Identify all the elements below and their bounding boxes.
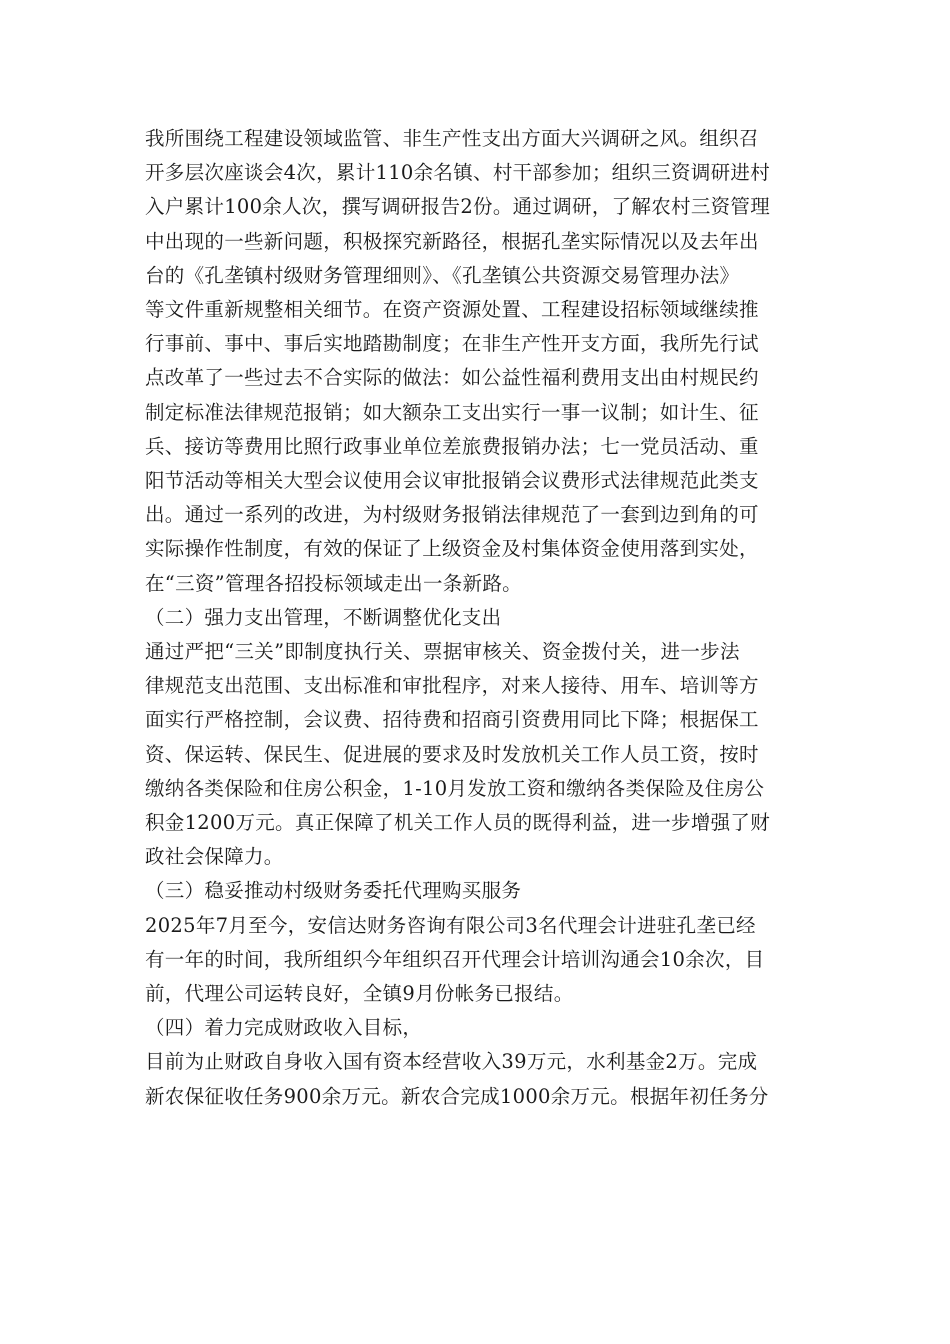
paragraph-line: 等文件重新规整相关细节。在资产资源处置、工程建设招标领域继续推 [145, 298, 759, 322]
paragraph-line: 出。通过一系列的改进，为村级财务报销法律规范了一套到边到角的可 [145, 503, 759, 527]
paragraph-line: 律规范支出范围、支出标准和审批程序，对来人接待、用车、培训等方 [145, 674, 759, 698]
paragraph-line: 有一年的时间，我所组织今年组织召开代理会计培训沟通会10余次，目 [145, 947, 765, 971]
paragraph-line: 2025年7月至今，安信达财务咨询有限公司3名代理会计进驻孔垄已经 [145, 913, 756, 937]
body-paragraph [145, 1045, 815, 1113]
paragraph-line: 我所围绕工程建设领域监管、非生产性支出方面大兴调研之风。组织召 [145, 127, 759, 150]
body-paragraph [145, 909, 815, 1012]
paragraph-line: 面实行严格控制，会议费、招待费和招商引资费用同比下降；根据保工 [145, 708, 759, 732]
paragraph-line: 新农保征收任务900余万元。新农合完成1000余万元。根据年初任务分 [145, 1084, 769, 1108]
body-paragraph [145, 635, 815, 874]
paragraph-line: 兵、接访等费用比照行政事业单位差旅费报销办法；七一党员活动、重 [145, 434, 759, 458]
paragraph-line: 资、保运转、保民生、促进展的要求及时发放机关工作人员工资，按时 [145, 742, 759, 766]
paragraph-line: 中出现的一些新问题，积极探究新路径，根据孔垄实际情况以及去年出 [145, 229, 759, 253]
paragraph-line: 台的《孔垄镇村级财务管理细则》、《孔垄镇公共资源交易管理办法》 [145, 263, 740, 287]
paragraph-line: 入户累计100余人次，撰写调研报告2份。通过调研，了解农村三资管理 [145, 195, 771, 219]
heading-text: （四）着力完成财政收入目标， [145, 1016, 423, 1040]
paragraph-line: 政社会保障力。 [145, 845, 284, 869]
paragraph-line: 通过严把“三关”即制度执行关、票据审核关、资金拨付关，进一步法 [145, 640, 740, 664]
section-heading [145, 874, 815, 908]
paragraph-line: 阳节活动等相关大型会议使用会议审批报销会议费形式法律规范此类支 [145, 469, 759, 493]
section-heading [145, 1011, 815, 1045]
paragraph-line: 点改革了一些过去不合实际的做法：如公益性福利费用支出由村规民约 [145, 366, 759, 390]
body-paragraph [145, 122, 815, 601]
paragraph-line: 行事前、事中、事后实地踏勘制度；在非生产性开支方面，我所先行试 [145, 332, 759, 356]
paragraph-line: 实际操作性制度，有效的保证了上级资金及村集体资金使用落到实处， [145, 537, 759, 561]
document-body [145, 122, 815, 1114]
paragraph-line: 积金1200万元。真正保障了机关工作人员的既得利益，进一步增强了财 [145, 811, 771, 835]
paragraph-line: 前，代理公司运转良好，全镇9月份帐务已报结。 [145, 982, 574, 1006]
paragraph-line: 在“三资”管理各招投标领域走出一条新路。 [145, 571, 522, 595]
paragraph-line: 开多层次座谈会4次，累计110余名镇、村干部参加；组织三资调研进村 [145, 161, 771, 185]
heading-text: （二）强力支出管理，不断调整优化支出 [145, 605, 502, 629]
paragraph-line: 目前为止财政自身收入国有资本经营收入39万元，水利基金2万。完成 [145, 1050, 758, 1074]
section-heading [145, 601, 815, 635]
paragraph-line: 制定标准法律规范报销；如大额杂工支出实行一事一议制；如计生、征 [145, 400, 759, 424]
paragraph-line: 缴纳各类保险和住房公积金，1-10月发放工资和缴纳各类保险及住房公 [145, 776, 765, 800]
heading-text: （三）稳妥推动村级财务委托代理购买服务 [145, 879, 522, 903]
